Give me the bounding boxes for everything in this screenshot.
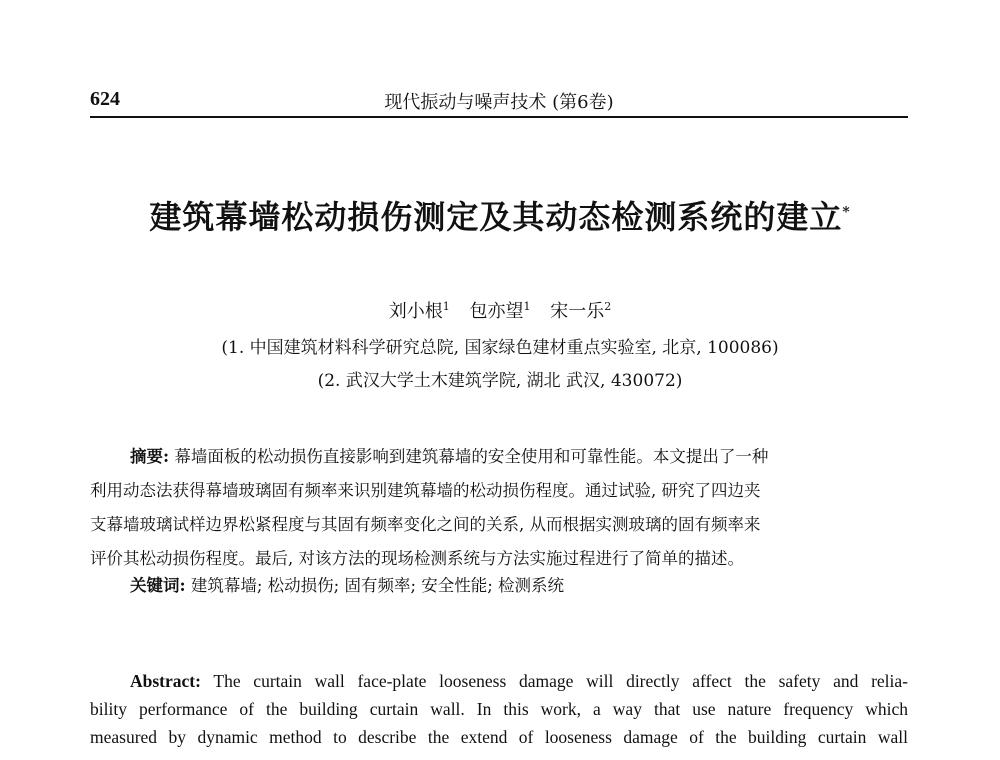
paper-title-text: 建筑幕墙松动损伤测定及其动态检测系统的建立: [149, 198, 843, 236]
author-affil-mark: 1: [523, 300, 531, 313]
author-list: [100, 297, 900, 323]
abstract-text: The curtain wall face-plate looseness damage will directly affect the safety and relia-: [213, 671, 909, 691]
abstract-text: 幕墙面板的松动损伤直接影响到建筑幕墙的安全使用和可靠性能。本文提出了一种: [174, 447, 769, 466]
keywords-label: 关键词:: [130, 576, 186, 595]
journal-title: 现代振动与噪声技术 (第6卷): [384, 92, 614, 113]
author-name: 包亦望: [469, 301, 524, 322]
author-name: 刘小根: [388, 301, 443, 322]
abstract-line: [90, 440, 908, 474]
author-name: 宋一乐: [550, 301, 605, 322]
affiliation: (2. 武汉大学土木建筑学院, 湖北 武汉, 430072): [317, 371, 683, 391]
chinese-abstract: [90, 440, 908, 576]
abstract-line: 支幕墙玻璃试样边界松紧程度与其固有频率变化之间的关系, 从而根据实测玻璃的固有频率来: [90, 515, 761, 534]
affiliation: (1. 中国建筑材料科学研究总院, 国家绿色建材重点实验室, 北京, 100086): [221, 338, 779, 358]
page-number: 624: [90, 88, 120, 110]
author-affil-mark: 2: [604, 300, 612, 313]
abstract-line: 评价其松动损伤程度。最后, 对该方法的现场检测系统与方法实施过程进行了简单的描述。: [90, 549, 744, 568]
running-header: [90, 82, 908, 116]
abstract-line: measured by dynamic method to describe the extend of looseness damage of the building curtain wall: [90, 727, 908, 747]
abstract-label: Abstract:: [130, 671, 201, 691]
abstract-line: bility performance of the building curtain wall. In this work, a way that use nature frequency which: [90, 699, 908, 719]
title-footnote-mark: *: [842, 204, 851, 221]
english-abstract: [90, 667, 908, 751]
abstract-line: 利用动态法获得幕墙玻璃固有频率来识别建筑幕墙的松动损伤程度。通过试验, 研究了四边夹: [90, 481, 761, 500]
header-rule: [90, 116, 908, 118]
keywords: [130, 572, 564, 596]
abstract-line: [90, 667, 908, 695]
keywords-text: 建筑幕墙; 松动损伤; 固有频率; 安全性能; 检测系统: [190, 576, 565, 595]
author-affil-mark: 1: [442, 300, 450, 313]
abstract-label: 摘要:: [130, 447, 170, 466]
paper-title: [100, 192, 900, 238]
